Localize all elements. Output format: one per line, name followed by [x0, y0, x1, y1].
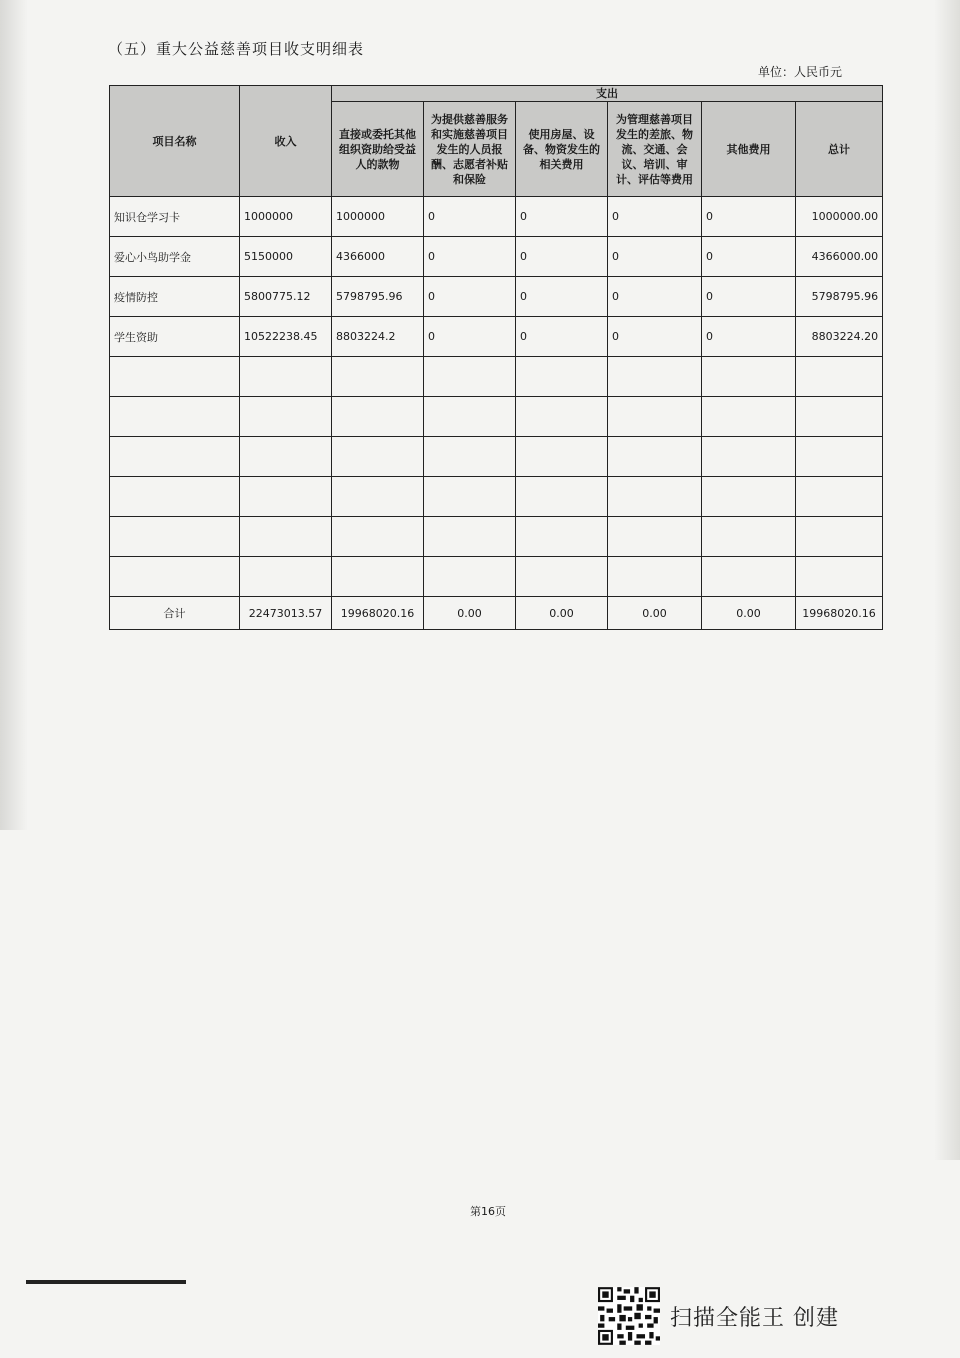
cell-direct-aid: 8803224.2	[332, 317, 424, 357]
totals-total: 19968020.16	[796, 597, 883, 630]
qr-code-icon	[598, 1287, 660, 1345]
totals-property: 0.00	[516, 597, 608, 630]
header-property: 使用房屋、设备、物资发生的相关费用	[516, 102, 608, 197]
cell-name: 疫情防控	[110, 277, 240, 317]
section-title: （五）重大公益慈善项目收支明细表	[108, 40, 365, 58]
cell-name: 知识仓学习卡	[110, 197, 240, 237]
cell-direct-aid: 5798795.96	[332, 277, 424, 317]
page-edge-shadow-right	[934, 0, 960, 1160]
page-number: 第16页	[470, 1205, 506, 1218]
empty-row	[110, 517, 883, 557]
scan-edge-mark	[26, 1280, 186, 1284]
header-management: 为管理慈善项目发生的差旅、物流、交通、会议、培训、审计、评估等费用	[608, 102, 702, 197]
totals-management: 0.00	[608, 597, 702, 630]
cell-management: 0	[608, 237, 702, 277]
empty-row	[110, 557, 883, 597]
table-row	[110, 277, 883, 317]
cell-other: 0	[702, 237, 796, 277]
empty-row	[110, 397, 883, 437]
empty-row	[110, 477, 883, 517]
cell-total: 5798795.96	[796, 277, 883, 317]
header-personnel: 为提供慈善服务和实施慈善项目发生的人员报酬、志愿者补贴和保险	[424, 102, 516, 197]
cell-direct-aid: 4366000	[332, 237, 424, 277]
totals-row	[110, 597, 883, 630]
cell-management: 0	[608, 317, 702, 357]
scanner-watermark	[598, 1287, 839, 1345]
cell-name: 爱心小鸟助学金	[110, 237, 240, 277]
cell-direct-aid: 1000000	[332, 197, 424, 237]
header-expense-group: 支出	[332, 86, 883, 102]
header-income: 收入	[240, 86, 332, 197]
totals-other: 0.00	[702, 597, 796, 630]
cell-personnel: 0	[424, 317, 516, 357]
cell-property: 0	[516, 277, 608, 317]
currency-unit: 单位：人民币元	[758, 65, 843, 79]
header-direct-aid: 直接或委托其他组织资助给受益人的款物	[332, 102, 424, 197]
totals-personnel: 0.00	[424, 597, 516, 630]
cell-other: 0	[702, 317, 796, 357]
cell-total: 1000000.00	[796, 197, 883, 237]
table-row	[110, 317, 883, 357]
table-row	[110, 197, 883, 237]
cell-property: 0	[516, 317, 608, 357]
cell-personnel: 0	[424, 277, 516, 317]
empty-row	[110, 357, 883, 397]
watermark-text: 扫描全能王 创建	[670, 1305, 839, 1331]
cell-other: 0	[702, 277, 796, 317]
cell-management: 0	[608, 197, 702, 237]
header-other: 其他费用	[702, 102, 796, 197]
cell-income: 5150000	[240, 237, 332, 277]
cell-other: 0	[702, 197, 796, 237]
cell-total: 4366000.00	[796, 237, 883, 277]
cell-personnel: 0	[424, 237, 516, 277]
cell-income: 5800775.12	[240, 277, 332, 317]
cell-name: 学生资助	[110, 317, 240, 357]
cell-property: 0	[516, 237, 608, 277]
page-edge-shadow-left	[0, 0, 28, 830]
cell-income: 1000000	[240, 197, 332, 237]
totals-direct-aid: 19968020.16	[332, 597, 424, 630]
table-row	[110, 237, 883, 277]
cell-personnel: 0	[424, 197, 516, 237]
charity-project-table	[109, 85, 883, 630]
header-project-name: 项目名称	[110, 86, 240, 197]
cell-property: 0	[516, 197, 608, 237]
cell-total: 8803224.20	[796, 317, 883, 357]
totals-income: 22473013.57	[240, 597, 332, 630]
cell-income: 10522238.45	[240, 317, 332, 357]
empty-row	[110, 437, 883, 477]
totals-label: 合计	[110, 597, 240, 630]
header-total: 总计	[796, 102, 883, 197]
cell-management: 0	[608, 277, 702, 317]
